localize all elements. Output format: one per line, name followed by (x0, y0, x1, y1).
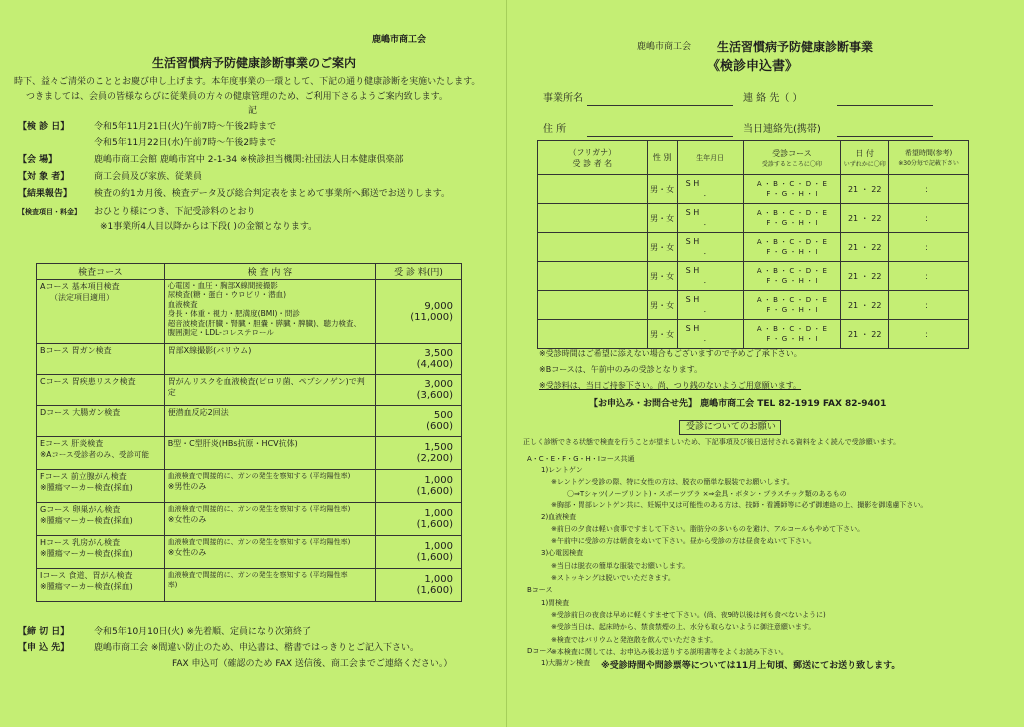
applicant-row (538, 320, 969, 349)
header-dob: 生年月日 (677, 141, 743, 175)
sex-options: 男・女 (650, 213, 675, 223)
course-row-d (37, 406, 462, 437)
course-name: Aコース 基本項目検査 (40, 282, 120, 291)
info-value-report: 検査の約1カ月後、検査データ及び総合判定表をまとめて事業所へ郵送でお送りします。 (94, 189, 451, 199)
content-line: 身長・体重・視力・肥満度(BMI)・問診 (167, 309, 300, 319)
fee-value-4th: (1,600) (416, 585, 453, 596)
content-line: 心電図・血圧・胸部X線間接撮影 (167, 281, 278, 290)
time-cell[interactable] (889, 204, 969, 233)
era-options: S H (685, 324, 700, 333)
ki-heading: 記 (248, 106, 258, 116)
course-options-1: A ・ B ・ C ・ D ・ E (756, 209, 827, 217)
applicant-name-cell[interactable] (538, 204, 648, 233)
dob-dot: ． (703, 276, 712, 285)
course-row-g (37, 503, 462, 536)
date-options: 21 ・ 22 (847, 184, 882, 194)
fee-value: 1,500 (424, 442, 453, 453)
content-line: 血液検査で間接的に、ガンの発生を察知する (平均陽性率) (167, 505, 351, 513)
request-intro: 正しく診断できる状態で検査を行うことが望ましいため、下記事項及び後日送付される資料をよく読んで受診願います。 (523, 438, 901, 446)
fee-value: 3,000 (424, 379, 453, 390)
info-value-target: 商工会員及び家族、従業員 (94, 172, 203, 182)
request-line: Bコース (527, 586, 553, 594)
course-row-i (37, 569, 462, 602)
left-page-guide (0, 0, 506, 727)
course-row-b (37, 344, 462, 375)
time-separator: ： (924, 300, 933, 310)
fee-value-4th: (600) (426, 421, 453, 432)
dob-dot: ． (703, 334, 712, 343)
course-note: ※腫瘍マーカー検査(採血) (40, 516, 133, 525)
request-line: 1)大腸ガン検査 (541, 659, 591, 667)
request-line: ※ストッキングは脱いでいただきます。 (551, 574, 675, 582)
sex-cell[interactable] (647, 262, 677, 291)
course-name: Gコース 卵巣がん検査 (40, 505, 121, 514)
request-line: 1)胃検査 (541, 599, 570, 607)
dob-dot: ． (703, 189, 712, 198)
time-cell[interactable] (889, 262, 969, 291)
applicant-table-header (538, 141, 969, 175)
info-label-venue: 【会 場】 (18, 155, 58, 165)
date-cell[interactable] (841, 262, 889, 291)
header-course: 受診コース (772, 148, 812, 158)
content-line: B型・C型肝炎(HBs抗原・HCV抗体) (167, 439, 298, 448)
course-row-f (37, 470, 462, 503)
sex-options: 男・女 (650, 271, 675, 281)
sex-options: 男・女 (650, 329, 675, 339)
header-name: 受 診 者 名 (572, 158, 613, 168)
content-line: ※女性のみ (167, 515, 207, 524)
dob-cell[interactable] (677, 262, 743, 291)
applicant-row (538, 262, 969, 291)
date-cell[interactable] (841, 320, 889, 349)
request-line: ※レントゲン受診の際、特に女性の方は、脱衣の簡単な服装でお願いします。 (551, 478, 794, 486)
fee-value-4th: (4,400) (416, 359, 453, 370)
course-note: ※腫瘍マーカー検査(採血) (40, 549, 133, 558)
course-cell[interactable] (743, 204, 841, 233)
sex-options: 男・女 (650, 300, 675, 310)
dob-cell[interactable] (677, 175, 743, 204)
date-options: 21 ・ 22 (847, 300, 882, 310)
header-date: 日 付 (855, 148, 874, 158)
applicant-name-cell[interactable] (538, 175, 648, 204)
address-field[interactable] (587, 136, 733, 137)
fax-note: FAX 申込可（確認のため FAX 送信後、商工会までご連絡ください。） (172, 659, 453, 669)
fee-value: 1,000 (424, 541, 453, 552)
org-name: 鹿嶋市商工会 (372, 35, 427, 45)
info-label-date: 【検 診 日】 (18, 122, 70, 132)
sex-cell[interactable] (647, 175, 677, 204)
fee-value: 1,000 (424, 508, 453, 519)
intro-line-1: 時下、益々ご清栄のこととお慶び申し上げます。本年度事業の一環として、下記の通り健康診断を実施いたします。 (14, 77, 481, 87)
fee-value: 500 (433, 410, 453, 421)
contact-bar: 【お申込み・お問合せ先】 鹿嶋市商工会 TEL 82-1919 FAX 82-9401 (589, 399, 887, 409)
request-line: ※午前中に受診の方は朝食をぬいて下さい。昼から受診の方は昼食をぬいて下さい。 (551, 537, 816, 545)
applicant-name-cell[interactable] (538, 233, 648, 262)
header-course-sub: 受診するところに〇印 (761, 160, 822, 168)
applicant-name-cell[interactable] (538, 291, 648, 320)
fee-value: 1,000 (424, 475, 453, 486)
info-label-target: 【対 象 者】 (18, 172, 70, 182)
time-separator: ： (924, 271, 933, 281)
date-cell[interactable] (841, 291, 889, 320)
course-name: Eコース 肝炎検査 (40, 439, 104, 448)
header-date-sub: いずれかに〇印 (843, 160, 886, 168)
time-separator: ： (924, 329, 933, 339)
course-options-2: F ・ G ・ H ・ I (766, 277, 818, 285)
applicant-row (538, 233, 969, 262)
request-line: ※検査ではバリウムと発泡散を飲んでいただきます。 (551, 636, 718, 644)
content-line: 血液検査 (167, 299, 198, 309)
course-options-2: F ・ G ・ H ・ I (766, 219, 818, 227)
dob-dot: ． (703, 218, 712, 227)
time-separator: ： (924, 242, 933, 252)
course-name: Iコース 食道、胃がん検査 (40, 571, 133, 580)
dob-dot: ． (703, 247, 712, 256)
request-title-box (679, 420, 781, 435)
form-org: 鹿嶋市商工会 (637, 42, 692, 52)
sex-options: 男・女 (650, 242, 675, 252)
info-value-date-1: 令和5年11月21日(火)午前7時～午後2時まで (94, 122, 277, 132)
date-cell[interactable] (841, 175, 889, 204)
request-line: A・C・E・F・G・H・Iコース共通 (527, 455, 635, 463)
date-cell[interactable] (841, 233, 889, 262)
era-options: S H (685, 266, 700, 275)
era-options: S H (685, 237, 700, 246)
content-line: 超音波検査(肝臓・腎臓・胆嚢・膵臓・脾臓)、聴力検査、 (167, 318, 362, 328)
request-line: 1)レントゲン (541, 466, 583, 474)
time-cell[interactable] (889, 233, 969, 262)
course-note: ※Aコース受診者のみ、受診可能 (40, 450, 149, 459)
course-row-h (37, 536, 462, 569)
date-cell[interactable] (841, 204, 889, 233)
course-cell[interactable] (743, 291, 841, 320)
course-options-2: F ・ G ・ H ・ I (766, 335, 818, 343)
era-options: S H (685, 208, 700, 217)
era-options: S H (685, 179, 700, 188)
course-options-1: A ・ B ・ C ・ D ・ E (756, 325, 827, 333)
content-line: 血液検査で間接的に、ガンの発生を察知する (平均陽性率 (167, 571, 348, 579)
date-options: 21 ・ 22 (847, 242, 882, 252)
request-line: ※当日は脱衣の簡単な服装でお願いします。 (551, 562, 690, 570)
info-value-fee-1: おひとり様につき、下記受診料のとおり (94, 207, 256, 217)
course-name: Hコース 乳房がん検査 (40, 538, 121, 547)
dob-cell[interactable] (677, 291, 743, 320)
header-time: 希望時間(参考) (904, 149, 953, 157)
deadline-value: 令和5年10月10日(火) ※先着順、定員になり次第終了 (94, 627, 312, 637)
header-time-sub: ※30分毎で記載下さい (898, 160, 959, 167)
request-line: ※本検査に関しては、お申込み後お送りする説明書等をよくお読み下さい。 (551, 648, 788, 656)
intro-line-2: つきましては、会員の皆様ならびに従業員の方々の健康管理のため、ご利用下さるようご案内致します。 (26, 92, 448, 102)
dob-dot: ． (703, 305, 712, 314)
sex-cell[interactable] (647, 204, 677, 233)
course-note: ※腫瘍マーカー検査(採血) (40, 483, 133, 492)
course-name: Dコース 大腸ガン検査 (40, 408, 121, 417)
course-options-1: A ・ B ・ C ・ D ・ E (756, 296, 827, 304)
note-time: ※受診時間はご希望に添えない場合もございますので予めご了承下さい。 (539, 349, 802, 358)
content-line: 腹囲測定・LDL-コレステロール (167, 327, 274, 337)
request-line: ※前日の夕食は軽い食事ですまして下さい。脂肪分の多いものを避け、アルコールもやめて下さい。 (551, 525, 865, 533)
course-cell[interactable] (743, 262, 841, 291)
right-page-application-form (506, 0, 1024, 727)
header-fee: 受 診 料(円) (376, 264, 462, 280)
course-name: Cコース 胃疾患リスク検査 (40, 377, 136, 386)
dob-cell[interactable] (677, 320, 743, 349)
course-options-2: F ・ G ・ H ・ I (766, 306, 818, 314)
course-name: Fコース 前立腺がん検査 (40, 472, 127, 481)
applicant-name-cell[interactable] (538, 320, 648, 349)
content-line: ※女性のみ (167, 548, 207, 557)
request-line: 2)血液検査 (541, 513, 577, 521)
time-separator: ： (924, 213, 933, 223)
fee-value-4th: (11,000) (410, 311, 453, 323)
applicant-row (538, 204, 969, 233)
sex-cell[interactable] (647, 291, 677, 320)
header-sex: 性 別 (647, 141, 677, 175)
request-line: ※胸部・胃部レントゲン共に、妊娠中又は可能性のある方は、技師・看護師等に必ず御連絡の上、撮影を御遠慮下さい。 (551, 501, 928, 509)
header-furigana: （フリガナ） (568, 147, 617, 157)
sex-cell[interactable] (647, 320, 677, 349)
time-separator: ： (924, 184, 933, 194)
applicant-row (538, 291, 969, 320)
form-title: 《検診申込書》 (707, 59, 799, 74)
course-options-1: A ・ B ・ C ・ D ・ E (756, 238, 827, 246)
course-options-1: A ・ B ・ C ・ D ・ E (756, 180, 827, 188)
course-note: ※腫瘍マーカー検査(採血) (40, 582, 133, 591)
fee-value-4th: (2,200) (416, 453, 453, 464)
course-options-2: F ・ G ・ H ・ I (766, 248, 818, 256)
course-cell[interactable] (743, 320, 841, 349)
content-line: 血液検査で間接的に、ガンの発生を察知する (平均陽性率) (167, 472, 351, 480)
dob-cell[interactable] (677, 233, 743, 262)
applicant-rows (538, 175, 969, 349)
content-line: 便潜血反応2回法 (167, 408, 229, 417)
fee-value-4th: (3,600) (416, 390, 453, 401)
time-cell[interactable] (889, 320, 969, 349)
course-name: Bコース 胃ガン検査 (40, 346, 112, 355)
info-value-date-2: 令和5年11月22日(水)午前7時～午後2時まで (94, 138, 277, 148)
date-options: 21 ・ 22 (847, 329, 882, 339)
course-cell[interactable] (743, 233, 841, 262)
fee-value-4th: (1,600) (416, 486, 453, 497)
dob-cell[interactable] (677, 204, 743, 233)
contact-label: 連 絡 先（ ） (743, 93, 803, 104)
applicant-row (538, 175, 969, 204)
request-line: ※受診前日の夜食は早めに軽くすませて下さい。(尚、夜9時以後は何も食べないように) (551, 611, 826, 619)
fee-value: 3,500 (424, 348, 453, 359)
fee-value-4th: (1,600) (416, 552, 453, 563)
daycontact-field[interactable] (837, 136, 933, 137)
header-course: 検査コース (37, 264, 165, 280)
content-line: 胃がんリスクを血液検査(ピロリ菌、ペプシノゲン)で判定 (167, 377, 365, 397)
date-options: 21 ・ 22 (847, 271, 882, 281)
content-line: 尿検査(糖・蛋白・ウロビリ・潜血) (167, 290, 287, 300)
sex-cell[interactable] (647, 233, 677, 262)
course-options-1: A ・ B ・ C ・ D ・ E (756, 267, 827, 275)
apply-value: 鹿嶋市商工会 ※間違い防止のため、申込書は、楷書ではっきりとご記入下さい。 (94, 643, 420, 653)
form-project: 生活習慣病予防健康診断事業 (717, 40, 874, 54)
office-field[interactable] (587, 105, 733, 106)
course-table-header (37, 264, 462, 280)
guide-title: 生活習慣病予防健康診断事業のご案内 (152, 56, 357, 70)
note-b-course: ※Bコースは、午前中のみの受診となります。 (539, 365, 703, 374)
time-cell[interactable] (889, 291, 969, 320)
time-cell[interactable] (889, 175, 969, 204)
course-options-2: F ・ G ・ H ・ I (766, 190, 818, 198)
final-note: ※受診時間や問診票等については11月上旬頃、郵送にてお送り致します。 (601, 661, 901, 671)
deadline-label: 【締 切 日】 (18, 627, 70, 637)
info-value-fee-2: ※1事業所4人目以降からは下段( )の金額となります。 (100, 222, 318, 232)
content-line: 胃部X線撮影(バリウム) (167, 346, 252, 355)
applicant-name-cell[interactable] (538, 262, 648, 291)
course-row-e (37, 437, 462, 470)
request-line: 3)心電図検査 (541, 549, 584, 557)
course-fee-table (36, 263, 462, 602)
fee-value: 9,000 (424, 300, 453, 312)
header-content: 検 査 内 容 (164, 264, 375, 280)
apply-label: 【申 込 先】 (18, 643, 70, 653)
request-line: Dコース (527, 647, 554, 655)
fee-value: 1,000 (424, 574, 453, 585)
office-label: 事業所名 (543, 93, 583, 104)
fee-value-4th: (1,600) (416, 519, 453, 530)
applicant-table (537, 140, 969, 349)
request-title: 受診についてのお願い (686, 422, 776, 432)
request-line: 〇⇒Tシャツ(ノープリント)・スポーツブラ ×⇒金具・ボタン・プラスチック類のあるもの (567, 490, 847, 498)
course-cell[interactable] (743, 175, 841, 204)
date-options: 21 ・ 22 (847, 213, 882, 223)
content-line: ※男性のみ (167, 482, 207, 491)
content-line: 血液検査で間接的に、ガンの発生を察知する (平均陽性率) (167, 538, 351, 546)
info-label-report: 【結果報告】 (18, 189, 73, 199)
info-label-fee: 【検査項目・料金】 (18, 208, 81, 216)
content-line: 率) (167, 581, 178, 589)
sex-options: 男・女 (650, 184, 675, 194)
daycontact-label: 当日連絡先(携帯) (743, 124, 821, 135)
contact-field[interactable] (837, 105, 933, 106)
info-value-venue: 鹿嶋市商工会館 鹿嶋市宮中 2-1-34 ※検診担当機関:社団法人日本健康倶楽部 (94, 155, 404, 165)
note-fee: ※受診料は、当日ご持参下さい。尚、つり銭のないようご用意願います。 (539, 381, 802, 390)
request-line: ※受診当日は、起床時から、禁食禁煙の上、水分も取らないように御注意願います。 (551, 623, 816, 631)
address-label: 住 所 (543, 124, 567, 135)
course-row-a (37, 280, 462, 344)
course-note: （法定項目適用） (50, 293, 114, 302)
era-options: S H (685, 295, 700, 304)
course-row-c (37, 375, 462, 406)
